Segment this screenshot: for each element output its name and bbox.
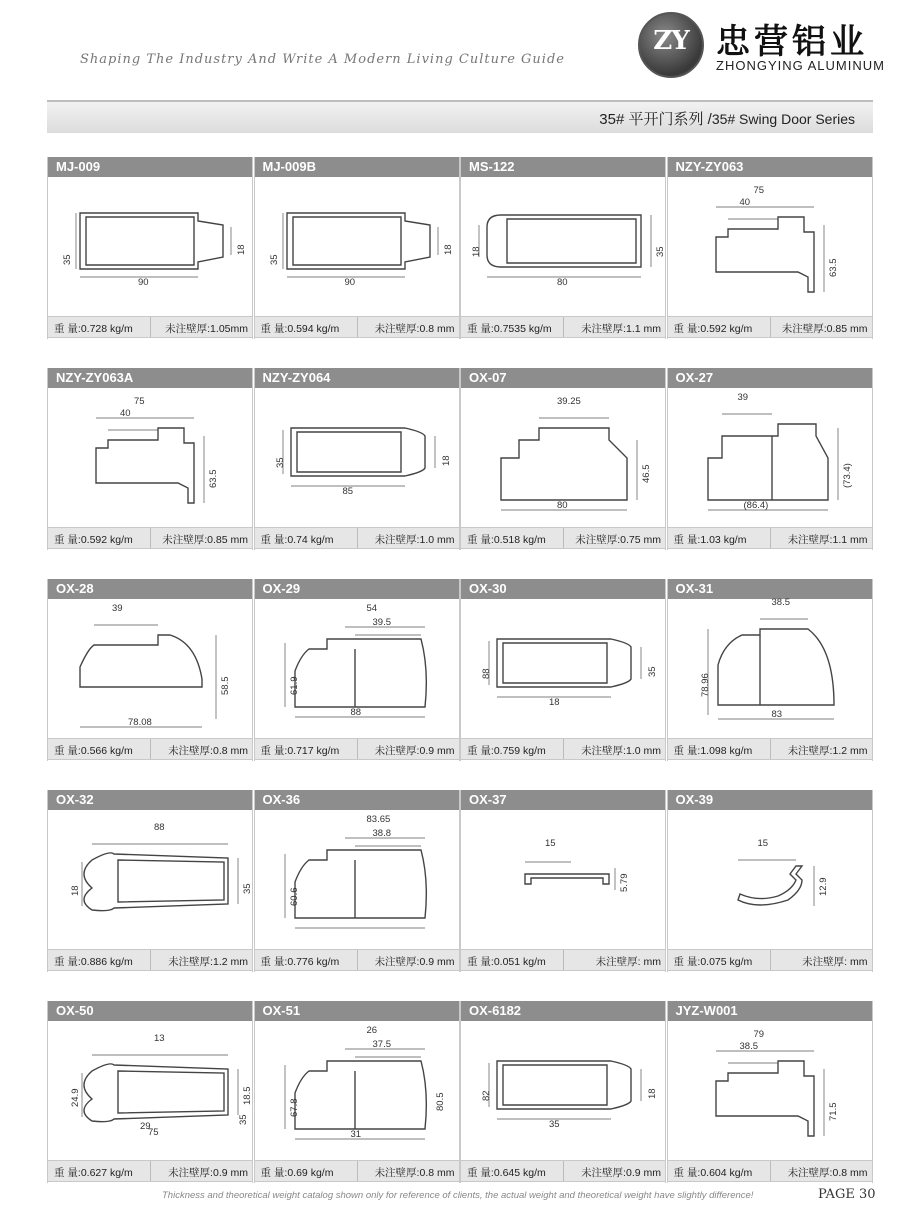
dimension-label: 39.25	[557, 396, 581, 407]
dimension-label: 35	[238, 1114, 249, 1125]
profile-cross-section-icon	[668, 810, 874, 949]
weight-value: 重 量:0.592 kg/m	[54, 534, 133, 546]
dimension-label: 79	[753, 1029, 765, 1040]
logo-letters: ZY	[653, 26, 689, 56]
footer-note: Thickness and theoretical weight catalog shown only for reference of clients, the actual weight and theoretical weight have slightly difference!	[162, 1190, 754, 1201]
profile-spec	[461, 527, 665, 549]
dimension-label: 24.9	[70, 1088, 81, 1107]
dimension-label: (86.4)	[743, 500, 769, 511]
profile-code: OX-31	[668, 579, 872, 599]
profile-code: OX-50	[48, 1001, 252, 1021]
spec-divider	[563, 1161, 564, 1181]
weight-value: 重 量:0.776 kg/m	[260, 956, 340, 968]
thickness-value: 未注壁厚:0.85 mm	[781, 323, 868, 335]
spec-divider	[770, 739, 771, 759]
spec-divider	[150, 1161, 151, 1181]
profile-card	[47, 1001, 253, 1183]
dimension-label: 39.5	[372, 617, 391, 628]
spec-divider	[563, 739, 564, 759]
dimension-label: 75	[148, 1127, 159, 1138]
spec-divider	[357, 1161, 358, 1181]
thickness-value: 未注壁厚:0.8 mm	[168, 745, 248, 757]
dimension-label: 63.5	[827, 258, 839, 277]
spec-divider	[150, 950, 151, 970]
dimension-label: 88	[154, 822, 165, 833]
page-number: PAGE 30	[818, 1187, 876, 1202]
profile-drawing	[255, 388, 459, 527]
thickness-value: 未注壁厚:1.0 mm	[374, 534, 455, 546]
profile-card	[460, 579, 666, 761]
profile-drawing	[461, 388, 665, 527]
dimension-label: 80.5	[434, 1092, 446, 1111]
profile-card	[254, 157, 460, 339]
dimension-label: 40	[120, 408, 131, 419]
weight-value: 重 量:0.627 kg/m	[54, 1167, 133, 1179]
weight-value: 重 量:0.518 kg/m	[467, 534, 546, 546]
profile-drawing	[668, 599, 872, 738]
dimension-label: 18	[471, 246, 482, 257]
profile-spec	[668, 738, 872, 760]
dimension-label: 78.96	[699, 673, 711, 697]
catalog-row	[47, 157, 873, 339]
dimension-label: 18	[647, 1088, 658, 1099]
spec-divider	[357, 528, 358, 548]
thickness-value: 未注壁厚:1.2 mm	[787, 745, 868, 757]
dimension-label: 18	[440, 455, 452, 466]
spec-divider	[563, 528, 564, 548]
dimension-label: 39	[112, 603, 123, 614]
profile-card	[460, 790, 666, 972]
profile-cross-section-icon	[461, 177, 667, 316]
dimension-label: 61.9	[288, 676, 300, 695]
dimension-label: 15	[545, 838, 556, 849]
dimension-label: 90	[138, 277, 149, 288]
spec-divider	[770, 317, 771, 337]
profile-cross-section-icon	[255, 810, 461, 949]
profile-code: JYZ-W001	[668, 1001, 872, 1021]
dimension-label: 75	[753, 185, 765, 196]
catalog-row	[47, 1001, 873, 1183]
dimension-label: 38.5	[771, 597, 790, 608]
weight-value: 重 量:0.566 kg/m	[54, 745, 133, 757]
thickness-value: 未注壁厚:1.05mm	[165, 323, 248, 335]
dimension-label: 82	[481, 1090, 492, 1101]
weight-value: 重 量:0.69 kg/m	[260, 1167, 334, 1179]
dimension-label: 58.5	[220, 676, 231, 695]
dimension-label: 26	[366, 1025, 378, 1036]
profile-card	[667, 1001, 873, 1183]
profile-spec	[255, 949, 459, 971]
thickness-value: 未注壁厚:1.0 mm	[581, 745, 661, 757]
weight-value: 重 量:0.886 kg/m	[54, 956, 133, 968]
weight-value: 重 量:0.051 kg/m	[467, 956, 546, 968]
series-title-cn: 35# 平开门系列 /	[599, 111, 712, 128]
profile-code: MJ-009	[48, 157, 252, 177]
spec-divider	[770, 1161, 771, 1181]
dimension-label: 67.8	[288, 1098, 300, 1117]
profile-drawing	[461, 810, 665, 949]
dimension-label: 18	[549, 697, 560, 708]
profile-spec	[461, 1160, 665, 1182]
dimension-label: 40	[739, 197, 751, 208]
profile-cross-section-icon	[48, 388, 254, 527]
profile-cross-section-icon	[48, 810, 254, 949]
profile-spec	[255, 738, 459, 760]
dimension-label: 85	[342, 486, 354, 497]
profile-spec	[461, 738, 665, 760]
profile-spec	[48, 316, 252, 338]
profile-drawing	[461, 599, 665, 738]
profile-spec	[48, 1160, 252, 1182]
profile-drawing	[668, 1021, 872, 1160]
profile-code: OX-07	[461, 368, 665, 388]
thickness-value: 未注壁厚:0.8 mm	[374, 1167, 455, 1179]
dimension-label: 35	[647, 666, 658, 677]
profile-cross-section-icon	[48, 177, 254, 316]
profile-cross-section-icon	[668, 177, 874, 316]
profile-drawing	[255, 177, 459, 316]
profile-spec	[255, 316, 459, 338]
dimension-label: 35	[242, 883, 253, 894]
profile-drawing	[48, 1021, 252, 1160]
profile-code: OX-51	[255, 1001, 459, 1021]
weight-value: 重 量:0.759 kg/m	[467, 745, 546, 757]
profile-card	[460, 157, 666, 339]
profile-card	[47, 579, 253, 761]
dimension-label: 38.8	[372, 828, 391, 839]
weight-value: 重 量:0.592 kg/m	[673, 323, 753, 335]
weight-value: 重 量:0.594 kg/m	[260, 323, 340, 335]
profile-code: OX-29	[255, 579, 459, 599]
brand-name-en: ZHONGYING ALUMINUM	[716, 58, 885, 73]
profile-spec	[668, 316, 872, 338]
profile-code: OX-28	[48, 579, 252, 599]
thickness-value: 未注壁厚:0.8 mm	[787, 1167, 868, 1179]
profile-cross-section-icon	[668, 1021, 874, 1160]
dimension-label: 75	[134, 396, 145, 407]
dimension-label: 18.5	[242, 1086, 253, 1105]
profile-cross-section-icon	[668, 599, 874, 738]
series-banner	[47, 100, 873, 133]
profile-code: OX-36	[255, 790, 459, 810]
spec-divider	[357, 739, 358, 759]
dimension-label: 88	[481, 668, 492, 679]
dimension-label: 15	[757, 838, 769, 849]
dimension-label: 35	[655, 246, 666, 257]
spec-divider	[357, 317, 358, 337]
profile-card	[254, 790, 460, 972]
series-title	[599, 108, 855, 129]
dimension-label: 35	[274, 457, 286, 468]
thickness-value: 未注壁厚:0.9 mm	[374, 956, 455, 968]
profile-code: OX-39	[668, 790, 872, 810]
profile-card	[254, 579, 460, 761]
profile-spec	[48, 949, 252, 971]
dimension-label: 38.5	[739, 1041, 758, 1052]
dimension-label: 5.79	[619, 873, 630, 892]
thickness-value: 未注壁厚: mm	[802, 956, 868, 968]
profile-card	[47, 368, 253, 550]
profile-card	[667, 579, 873, 761]
profile-code: MJ-009B	[255, 157, 459, 177]
weight-value: 重 量:1.03 kg/m	[673, 534, 747, 546]
profile-card	[667, 790, 873, 972]
profile-spec	[255, 527, 459, 549]
dimension-label: 12.9	[817, 877, 829, 896]
profile-drawing	[668, 810, 872, 949]
dimension-label: 37.5	[372, 1039, 391, 1050]
spec-divider	[150, 317, 151, 337]
profile-drawing	[668, 388, 872, 527]
profile-spec	[668, 1160, 872, 1182]
weight-value: 重 量:1.098 kg/m	[673, 745, 753, 757]
profile-drawing	[461, 177, 665, 316]
dimension-label: 29	[140, 1121, 151, 1132]
weight-value: 重 量:0.74 kg/m	[260, 534, 334, 546]
weight-value: 重 量:0.7535 kg/m	[467, 323, 552, 335]
dimension-label: 35	[549, 1119, 560, 1130]
profile-drawing	[668, 177, 872, 316]
profile-drawing	[48, 810, 252, 949]
spec-divider	[770, 528, 771, 548]
profile-cross-section-icon	[461, 810, 667, 949]
profile-code: OX-32	[48, 790, 252, 810]
dimension-label: 35	[62, 254, 73, 265]
spec-divider	[357, 950, 358, 970]
dimension-label: 80	[557, 500, 568, 511]
profile-card	[667, 368, 873, 550]
dimension-label: 71.5	[827, 1102, 839, 1121]
profile-drawing	[255, 1021, 459, 1160]
profile-card	[667, 157, 873, 339]
dimension-label: (73.4)	[841, 463, 853, 488]
dimension-label: 35	[268, 254, 280, 265]
profile-cross-section-icon	[255, 177, 461, 316]
spec-divider	[770, 950, 771, 970]
profile-code: NZY-ZY063	[668, 157, 872, 177]
profile-code: OX-6182	[461, 1001, 665, 1021]
dimension-label: 13	[154, 1033, 165, 1044]
dimension-label: 90	[344, 277, 356, 288]
spec-divider	[150, 528, 151, 548]
dimension-label: 80	[557, 277, 568, 288]
profile-spec	[461, 316, 665, 338]
dimension-label: 83.65	[366, 814, 391, 825]
dimension-label: 78.08	[128, 717, 152, 728]
thickness-value: 未注壁厚: mm	[595, 956, 661, 968]
catalog-row	[47, 368, 873, 550]
profile-spec	[48, 738, 252, 760]
catalog-row	[47, 790, 873, 972]
spec-divider	[563, 317, 564, 337]
thickness-value: 未注壁厚:0.9 mm	[168, 1167, 248, 1179]
dimension-label: 18	[442, 244, 454, 255]
profile-card	[47, 157, 253, 339]
dimension-label: 31	[350, 1129, 362, 1140]
profile-spec	[461, 949, 665, 971]
dimension-label: 88	[350, 707, 362, 718]
profile-spec	[668, 949, 872, 971]
dimension-label: 83	[771, 709, 783, 720]
dimension-label: 46.5	[641, 464, 652, 483]
profile-drawing	[48, 599, 252, 738]
dimension-label: 39	[737, 392, 749, 403]
profile-card	[47, 790, 253, 972]
profile-code: OX-27	[668, 368, 872, 388]
profile-spec	[48, 527, 252, 549]
dimension-label: 54	[366, 603, 378, 614]
dimension-label: 18	[236, 244, 247, 255]
profile-code: MS-122	[461, 157, 665, 177]
profile-spec	[255, 1160, 459, 1182]
dimension-label: 60.6	[288, 887, 300, 906]
spec-divider	[150, 739, 151, 759]
profile-cross-section-icon	[668, 388, 874, 527]
profile-card	[460, 368, 666, 550]
company-logo	[638, 12, 704, 78]
weight-value: 重 量:0.604 kg/m	[673, 1167, 753, 1179]
weight-value: 重 量:0.645 kg/m	[467, 1167, 546, 1179]
profile-card	[254, 368, 460, 550]
profile-spec	[668, 527, 872, 549]
dimension-label: 18	[70, 885, 81, 896]
spec-divider	[563, 950, 564, 970]
profile-drawing	[461, 1021, 665, 1160]
dimension-label: 63.5	[208, 469, 219, 488]
catalog-row	[47, 579, 873, 761]
profile-code: NZY-ZY063A	[48, 368, 252, 388]
profile-code: NZY-ZY064	[255, 368, 459, 388]
thickness-value: 未注壁厚:0.85 mm	[162, 534, 248, 546]
profile-drawing	[48, 388, 252, 527]
thickness-value: 未注壁厚:0.8 mm	[374, 323, 455, 335]
profile-drawing	[255, 810, 459, 949]
weight-value: 重 量:0.075 kg/m	[673, 956, 753, 968]
profile-code: OX-30	[461, 579, 665, 599]
profile-card	[460, 1001, 666, 1183]
weight-value: 重 量:0.728 kg/m	[54, 323, 133, 335]
thickness-value: 未注壁厚:0.75 mm	[575, 534, 661, 546]
thickness-value: 未注壁厚:1.2 mm	[168, 956, 248, 968]
series-title-en: 35# Swing Door Series	[711, 111, 855, 127]
thickness-value: 未注壁厚:0.9 mm	[581, 1167, 661, 1179]
profile-drawing	[48, 177, 252, 316]
tagline: Shaping The Industry And Write A Modern Living Culture Guide	[80, 52, 565, 67]
brand-name-cn: 忠营铝业	[716, 22, 868, 62]
thickness-value: 未注壁厚:1.1 mm	[787, 534, 868, 546]
profile-drawing	[255, 599, 459, 738]
thickness-value: 未注壁厚:0.9 mm	[374, 745, 455, 757]
profile-code: OX-37	[461, 790, 665, 810]
weight-value: 重 量:0.717 kg/m	[260, 745, 340, 757]
profile-card	[254, 1001, 460, 1183]
thickness-value: 未注壁厚:1.1 mm	[581, 323, 661, 335]
